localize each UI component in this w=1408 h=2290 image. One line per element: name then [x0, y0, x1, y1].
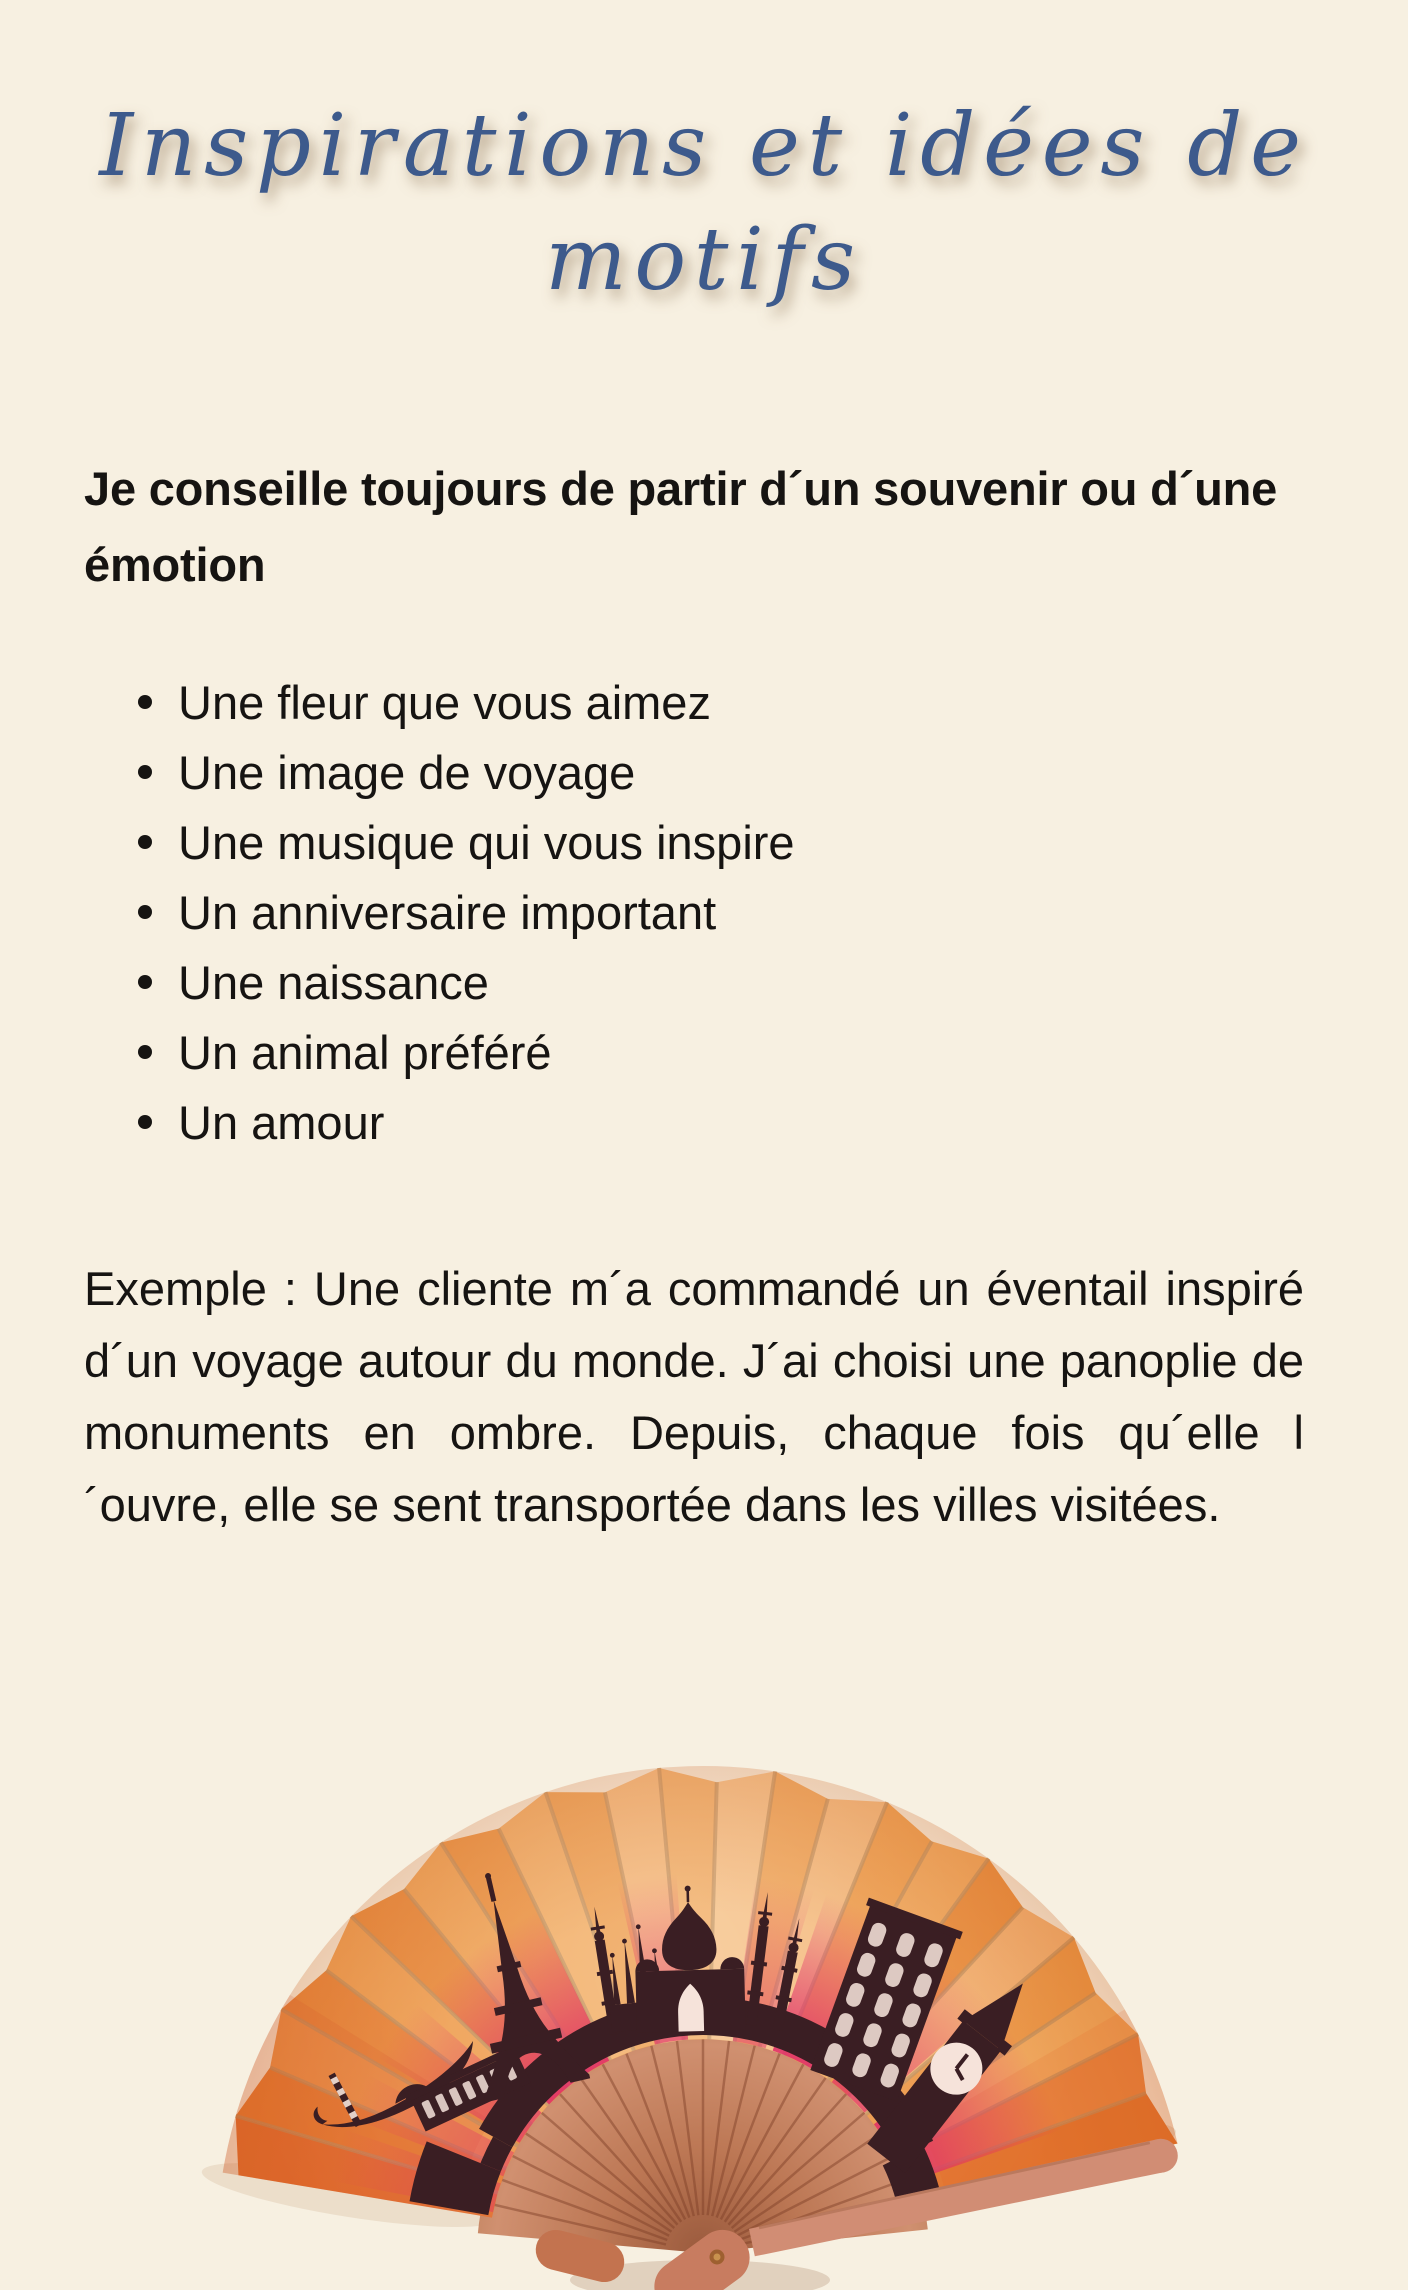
- list-item: [84, 1017, 1408, 1087]
- bullet-dot-icon: [138, 695, 152, 709]
- page-title-line1: Inspirations et idées de: [99, 96, 1309, 196]
- idea-list: [84, 667, 1408, 1157]
- bullet-dot-icon: [138, 975, 152, 989]
- list-item-label: Un anniversaire important: [178, 885, 717, 939]
- list-item-label: Un amour: [178, 1095, 385, 1149]
- list-item: [84, 667, 1408, 737]
- bullet-dot-icon: [138, 1115, 152, 1129]
- page-title-line2: motifs: [545, 209, 863, 310]
- bullet-dot-icon: [138, 1045, 152, 1059]
- list-item-label: Une image de voyage: [178, 745, 636, 799]
- bullet-dot-icon: [138, 835, 152, 849]
- list-item: [84, 877, 1408, 947]
- bullet-dot-icon: [138, 905, 152, 919]
- list-item-label: Un animal préféré: [178, 1025, 552, 1079]
- list-item: [84, 807, 1408, 877]
- list-item-label: Une musique qui vous inspire: [178, 815, 795, 869]
- page-root: [0, 90, 1408, 1541]
- example-paragraph: Exemple : Une cliente m´a commandé un éventail inspiré d´un voyage autour du monde. J´ai choisi une panoplie de monuments en ombre. Depuis, chaque fois qu´elle l´ouvre, elle se sent transportée dans les villes visitées.: [84, 1262, 1304, 1532]
- list-item-label: Une fleur que vous aimez: [178, 675, 711, 729]
- bullet-dot-icon: [138, 765, 152, 779]
- page-title: [40, 90, 1368, 317]
- list-item: [84, 1087, 1408, 1157]
- list-item: [84, 737, 1408, 807]
- intro-heading: Je conseille toujours de partir d´un souvenir ou d´une émotion: [84, 462, 1278, 592]
- list-item-label: Une naissance: [178, 955, 489, 1009]
- list-item: [84, 947, 1408, 1017]
